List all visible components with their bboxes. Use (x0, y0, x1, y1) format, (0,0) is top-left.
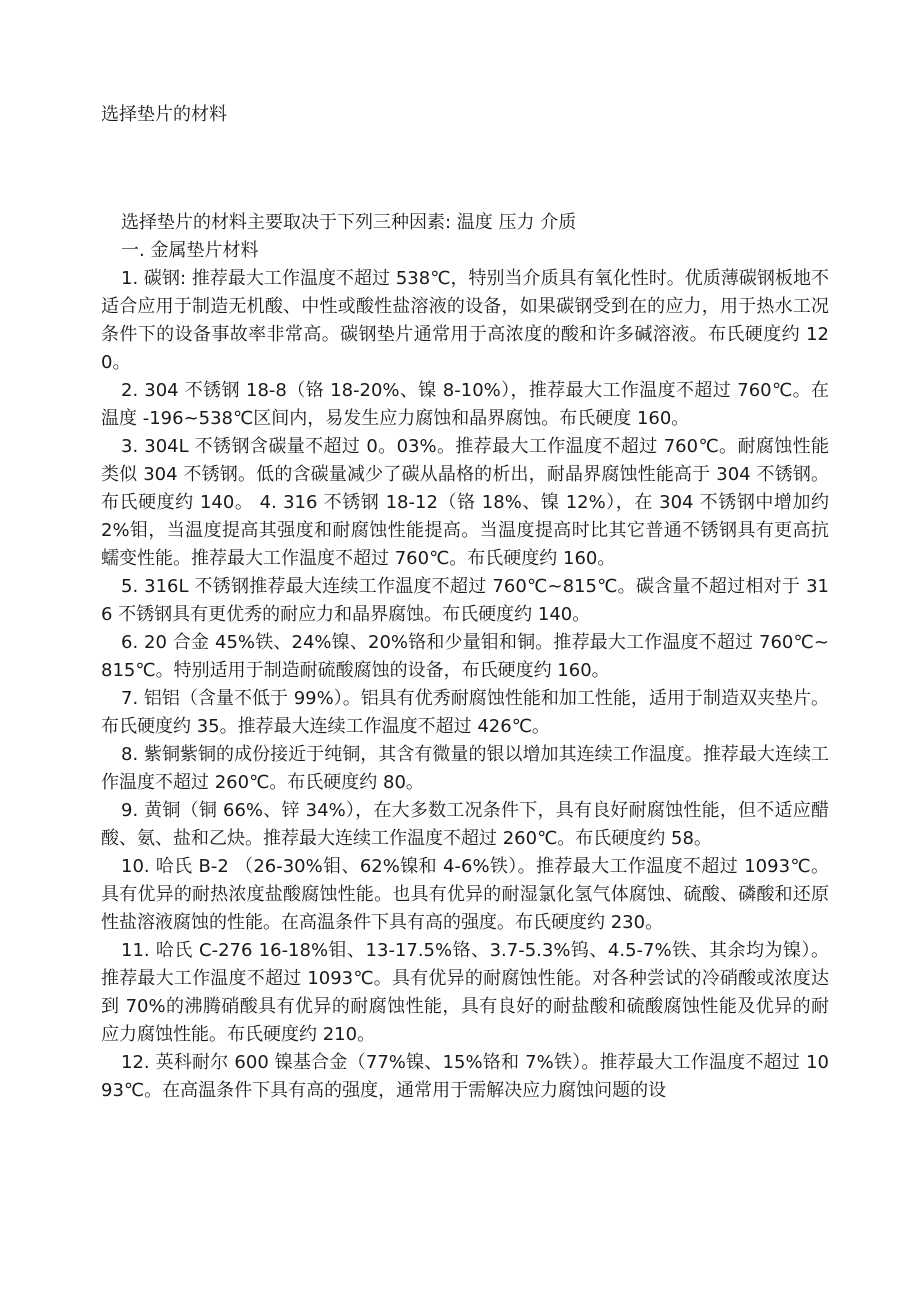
paragraph-carbon-steel: 1. 碳钢: 推荐最大工作温度不超过 538℃，特别当介质具有氧化性时。优质薄碳钢板地不适合应用于制造无机酸、中性或酸性盐溶液的设备，如果碳钢受到在的应力，用于热水工况条件下的设备事故率非常高。碳钢垫片通常用于高浓度的酸和许多碱溶液。布氏硬度约 120。 (101, 268, 829, 373)
document-title: 选择垫片的材料 (101, 104, 227, 125)
paragraph-316l-stainless: 5. 316L 不锈钢推荐最大连续工作温度不超过 760℃~815℃。碳含量不超过相对于 316 不锈钢具有更优秀的耐应力和晶界腐蚀。布氏硬度约 140。 (101, 576, 829, 625)
document-body (101, 209, 829, 1105)
paragraph-304-stainless: 2. 304 不锈钢 18-8（铬 18-20%、镍 8-10%），推荐最大工作温度不超过 760℃。在温度 -196~538℃区间内，易发生应力腐蚀和晶界腐蚀。布氏硬度 160。 (101, 380, 829, 429)
paragraph-copper: 8. 紫铜紫铜的成份接近于纯铜，其含有微量的银以增加其连续工作温度。推荐最大连续工作温度不超过 260℃。布氏硬度约 80。 (101, 744, 829, 793)
paragraph-hastelloy-b2: 10. 哈氏 B-2 （26-30%钼、62%镍和 4-6%铁）。推荐最大工作温度不超过 1093℃。具有优异的耐热浓度盐酸腐蚀性能。也具有优异的耐湿氯化氢气体腐蚀、硫酸、磷酸和还原性盐溶液腐蚀的性能。在高温条件下具有高的强度。布氏硬度约 230。 (101, 856, 829, 933)
paragraph-304l-316-stainless: 3. 304L 不锈钢含碳量不超过 0。03%。推荐最大工作温度不超过 760℃。耐腐蚀性能类似 304 不锈钢。低的含碳量减少了碳从晶格的析出，耐晶界腐蚀性能高于 304 不锈钢。布氏硬度约 140。 4. 316 不锈钢 18-12（铬 18%、镍 12%），在 304 不锈钢中增加约 2%钼，当温度提高其强度和耐腐蚀性能提高。当温度提高时比其它普通不锈钢具有更高抗蠕变性能。推荐最大工作温度不超过 760℃。布氏硬度约 160。 (101, 436, 829, 569)
paragraph-alloy-20: 6. 20 合金 45%铁、24%镍、20%铬和少量钼和铜。推荐最大工作温度不超过 760℃~815℃。特别适用于制造耐硫酸腐蚀的设备，布氏硬度约 160。 (101, 632, 829, 681)
paragraph-brass: 9. 黄铜（铜 66%、锌 34%），在大多数工况条件下，具有良好耐腐蚀性能，但不适应醋酸、氨、盐和乙炔。推荐最大连续工作温度不超过 260℃。布氏硬度约 58。 (101, 800, 829, 849)
intro-paragraph: 选择垫片的材料主要取决于下列三种因素: 温度 压力 介质 (121, 212, 577, 233)
paragraph-aluminum: 7. 铝铝（含量不低于 99%）。铝具有优秀耐腐蚀性能和加工性能，适用于制造双夹垫片。布氏硬度约 35。推荐最大连续工作温度不超过 426℃。 (101, 688, 829, 737)
paragraph-hastelloy-c276: 11. 哈氏 C-276 16-18%钼、13-17.5%铬、3.7-5.3%钨、4.5-7%铁、其余均为镍）。推荐最大工作温度不超过 1093℃。具有优异的耐腐蚀性能。对各种尝试的冷硝酸或浓度达到 70%的沸腾硝酸具有优异的耐腐蚀性能，具有良好的耐盐酸和硫酸腐蚀性能及优异的耐应力腐蚀性能。布氏硬度约 210。 (101, 940, 829, 1045)
paragraph-inconel-600: 12. 英科耐尔 600 镍基合金（77%镍、15%铬和 7%铁）。推荐最大工作温度不超过 1093℃。在高温条件下具有高的强度，通常用于需解决应力腐蚀问题的设 (101, 1052, 829, 1101)
section-heading: 一. 金属垫片材料 (121, 240, 259, 261)
